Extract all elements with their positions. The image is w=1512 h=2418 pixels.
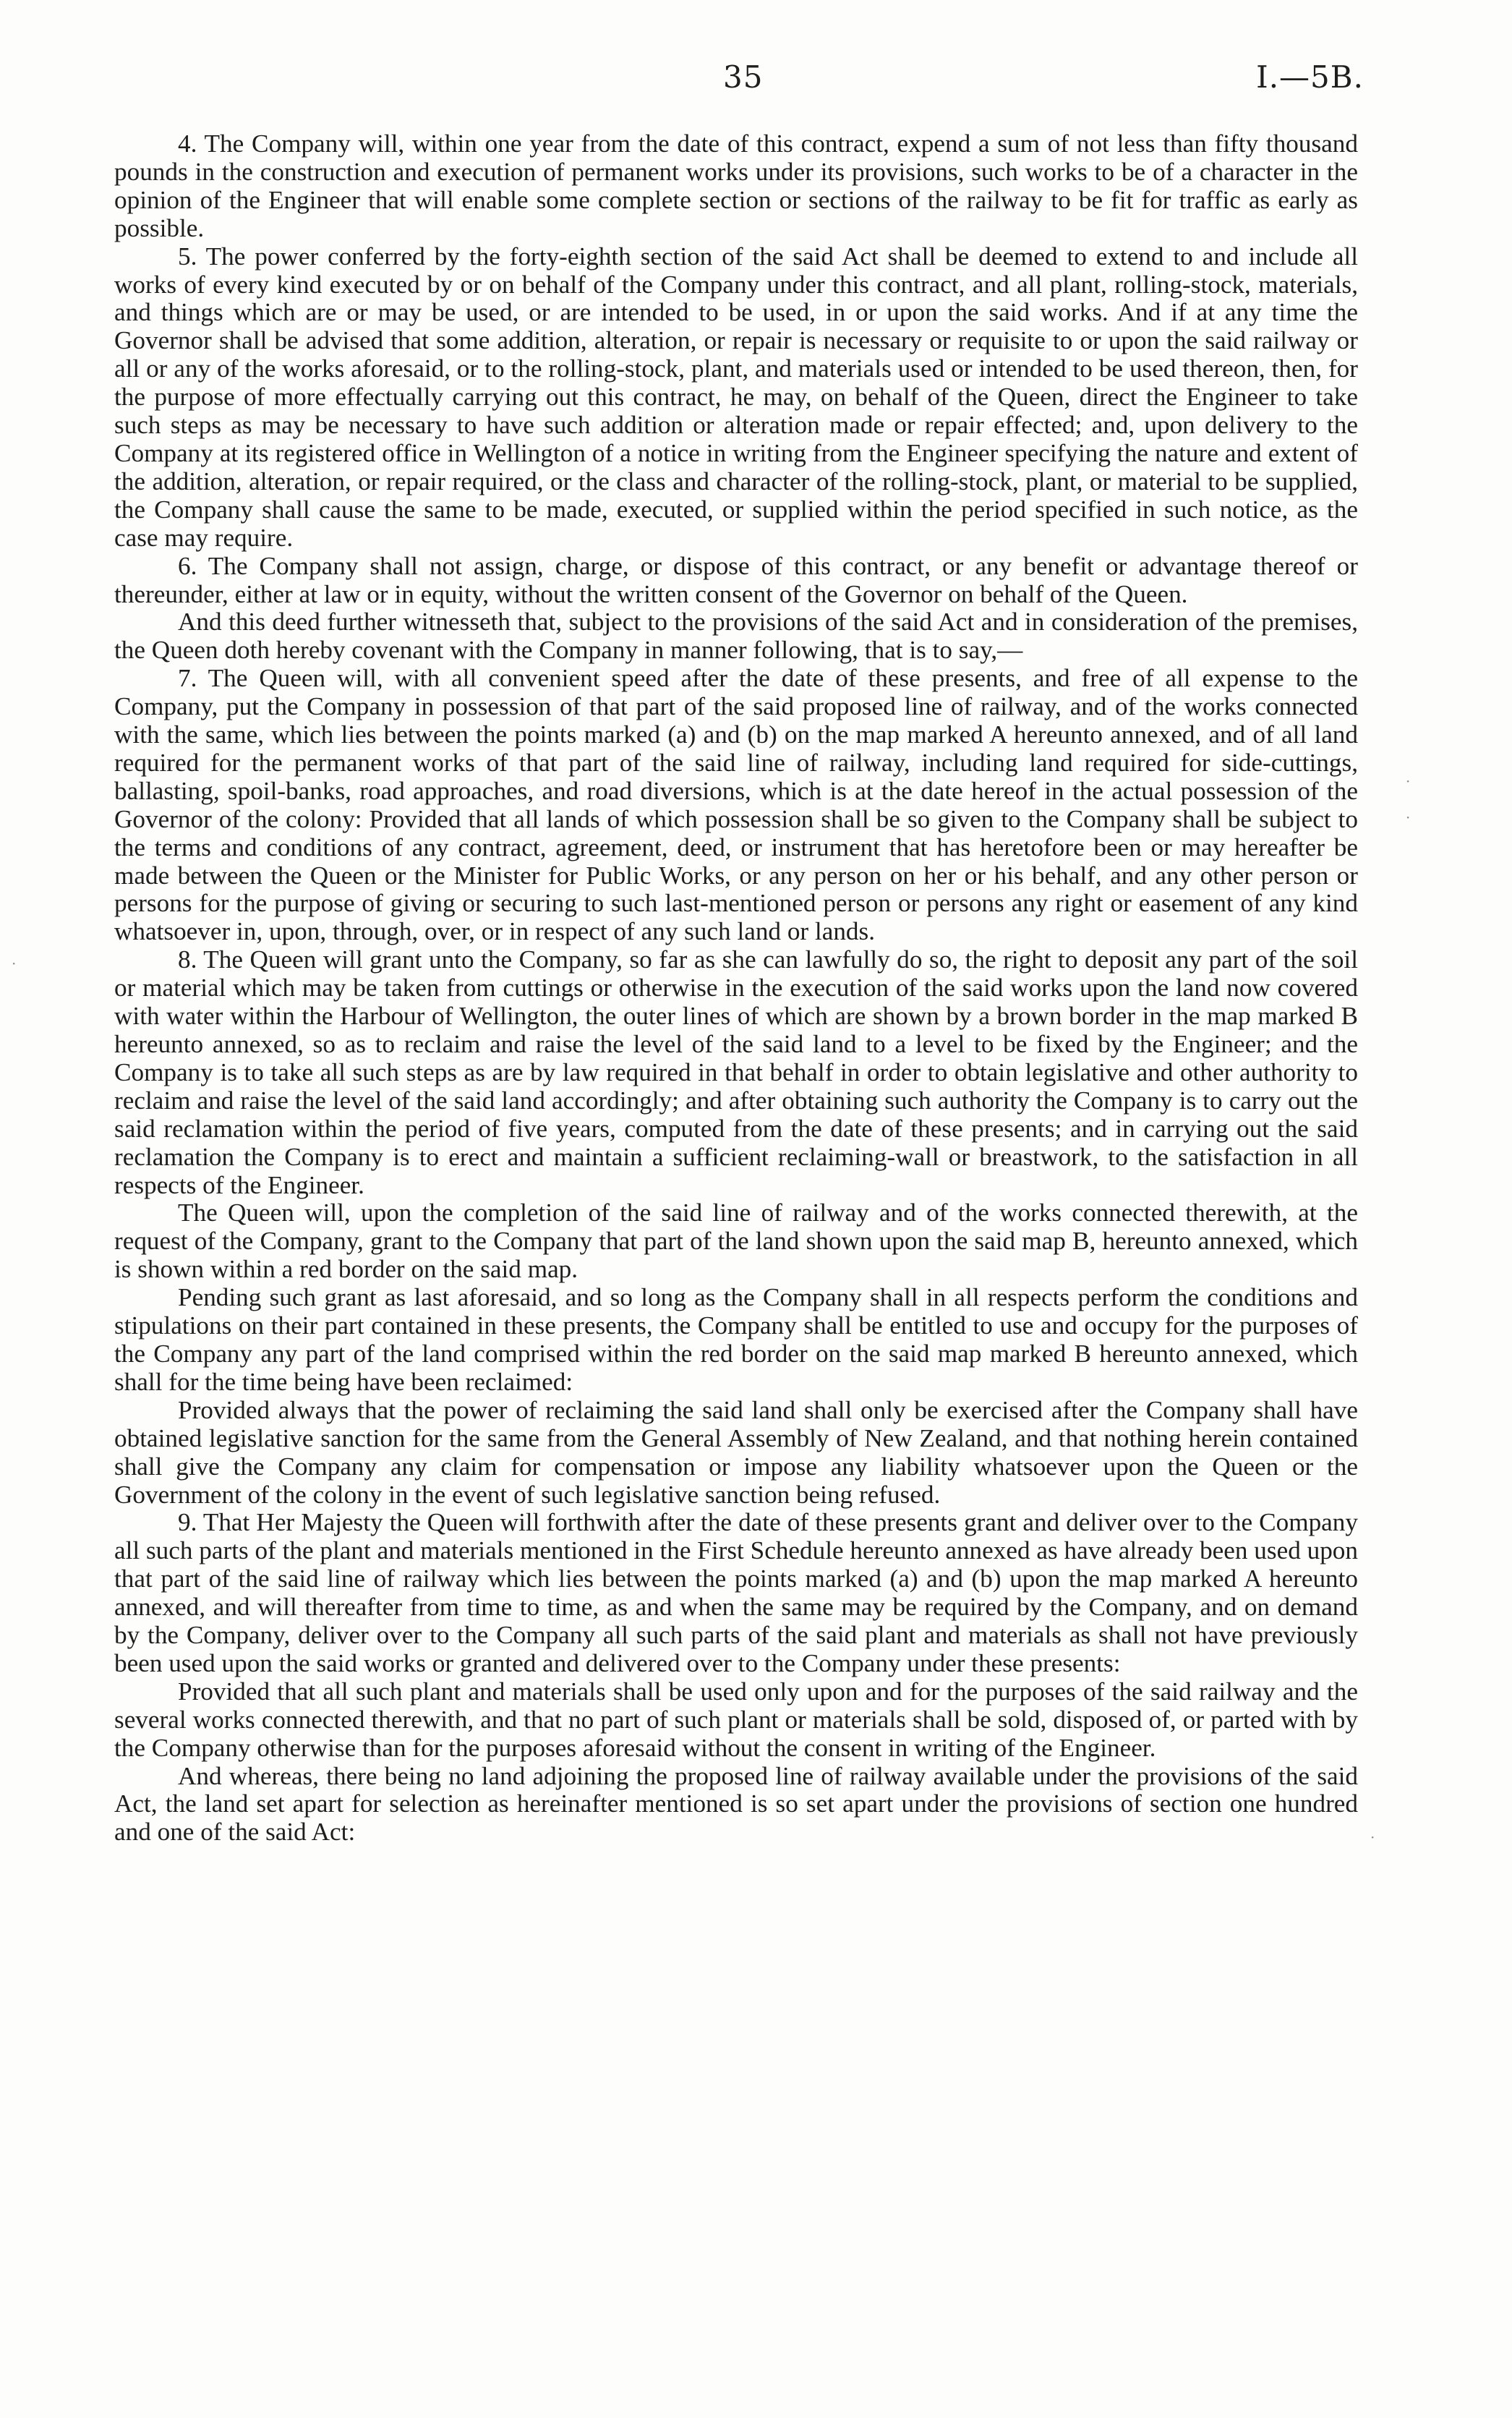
clause-9-paragraph: 9. That Her Majesty the Queen will forthwith after the date of these presents grant and deliver over to the Company all such parts of the plant and materials mentioned in the First Schedule hereunto annexed as have already been used upon that part of the said line of railway which lies between the points marked (a) and (b) upon the map marked A hereunto annexed, and will thereafter from time to time, as and when the same may be required by the Company, and on demand by the Company, deliver over to the Company all such parts of the said plant and materials as shall not have previously been used upon the said works or granted and delivered over to the Company under these presents:	[114, 1508, 1358, 1677]
witnesseth-paragraph: And this deed further witnesseth that, subject to the provisions of the said Act and in consideration of the premises, the Queen doth hereby covenant with the Company in manner following, that is to say,—	[114, 608, 1358, 665]
body-text	[114, 130, 1358, 1847]
clause-8-paragraph: 8. The Queen will grant unto the Company, so far as she can lawfully do so, the right to deposit any part of the soil or material which may be taken from cuttings or otherwise in the execution of the said works upon the land now covered with water within the Harbour of Wellington, the outer lines of which are shown by a brown border in the map marked B hereunto annexed, so as to reclaim and raise the level of the said land to a level to be fixed by the Engineer; and the Company is to take all such steps as are by law required in that behalf in order to obtain legislative and other authority to reclaim and raise the level of the said land accordingly; and after obtaining such authority the Company is to carry out the said reclamation within the period of five years, computed from the date of these presents; and in carrying out the said reclamation the Company is to erect and maintain a sufficient reclaiming-wall or breastwork, to the satisfaction in all respects of the Engineer.	[114, 945, 1358, 1199]
page-header	[0, 59, 1512, 103]
clause-4-paragraph: 4. The Company will, within one year from the date of this contract, expend a sum of not less than fifty thousand pounds in the construction and execution of permanent works under its provisions, such works to be of a character in the opinion of the Engineer that will enable some complete section or sections of the railway to be fit for traffic as early as possible.	[114, 129, 1358, 242]
proviso-plant-paragraph: Provided that all such plant and materials shall be used only upon and for the purposes of the said railway and the several works connected therewith, and that no part of such plant or materials shall be sold, disposed of, or parted with by the Company otherwise than for the purposes aforesaid without the consent in writing of the Engineer.	[114, 1677, 1358, 1762]
whereas-paragraph: And whereas, there being no land adjoining the proposed line of railway available under the provisions of the said Act, the land set apart for selection as hereinafter mentioned is so set apart under the provisions of section one hundred and one of the said Act:	[114, 1761, 1358, 1847]
document-reference: I.—5B.	[1256, 59, 1364, 95]
clause-6-paragraph: 6. The Company shall not assign, charge, or dispose of this contract, or any benefit or advantage thereof or thereunder, either at law or in equity, without the written consent of the Governor on behalf of the Queen.	[114, 551, 1358, 608]
pending-grant-paragraph: Pending such grant as last aforesaid, and so long as the Company shall in all respects perform the conditions and stipulations on their part contained in these presents, the Company shall be entitled to use and occupy for the purposes of the Company any part of the land comprised within the red border on the said map marked B hereunto annexed, which shall for the time being have been reclaimed:	[114, 1283, 1358, 1396]
margin-speck: ·	[1370, 1829, 1375, 1846]
clause-7-paragraph: 7. The Queen will, with all convenient speed after the date of these presents, and free of all expense to the Company, put the Company in possession of that part of the said proposed line of railway, and of the works connected with the same, which lies between the points marked (a) and (b) on the map marked A hereunto annexed, and of all land required for the permanent works of that part of the said line of railway, including land required for side-cuttings, ballasting, spoil-banks, road approaches, and road diversions, which is at the date hereof in the actual possession of the Governor of the colony: Provided that all lands of which possession shall be so given to the Company shall be subject to the terms and conditions of any contract, agreement, deed, or instrument that has heretofore been or may hereafter be made between the Queen or the Minister for Public Works, or any person on her or his behalf, and any other person or persons for the purpose of giving or securing to such last-mentioned person or persons any right or easement of any kind whatsoever in, upon, through, over, or in respect of any such land or lands.	[114, 664, 1358, 946]
margin-speck: ·	[1406, 772, 1411, 790]
proviso-reclaiming-paragraph: Provided always that the power of reclaiming the said land shall only be exercised after the Company shall have obtained legislative sanction for the same from the General Assembly of New Zealand, and that nothing herein contained shall give the Company any claim for compensation or impose any liability whatsoever upon the Queen or the Government of the colony in the event of such legislative sanction being refused.	[114, 1395, 1358, 1509]
grant-paragraph: The Queen will, upon the completion of the said line of railway and of the works connected therewith, at the request of the Company, grant to the Company that part of the land shown upon the said map B, hereunto annexed, which is shown within a red border on the said map.	[114, 1199, 1358, 1284]
clause-5-paragraph: 5. The power conferred by the forty-eighth section of the said Act shall be deemed to extend to and include all works of every kind executed by or on behalf of the Company under this contract, and all plant, rolling-stock, materials, and things which are or may be used, or are intended to be used, in or upon the said works. And if at any time the Governor shall be advised that some addition, alteration, or repair is necessary or requisite to or upon the said railway or all or any of the works aforesaid, or to the rolling-stock, plant, and materials used or intended to be used thereon, then, for the purpose of more effectually carrying out this contract, he may, on behalf of the Queen, direct the Engineer to take such steps as may be necessary to have such addition or alteration made or repair effected; and, upon delivery to the Company at its registered office in Wellington of a notice in writing from the Engineer specifying the nature and extent of the addition, alteration, or repair required, or the class and character of the rolling-stock, plant, or material to be supplied, the Company shall cause the same to be made, executed, or supplied within the period specified in such notice, as the case may require.	[114, 242, 1358, 552]
margin-speck: ·	[1406, 809, 1411, 826]
margin-speck: ·	[12, 955, 17, 972]
page-number: 35	[723, 59, 764, 95]
